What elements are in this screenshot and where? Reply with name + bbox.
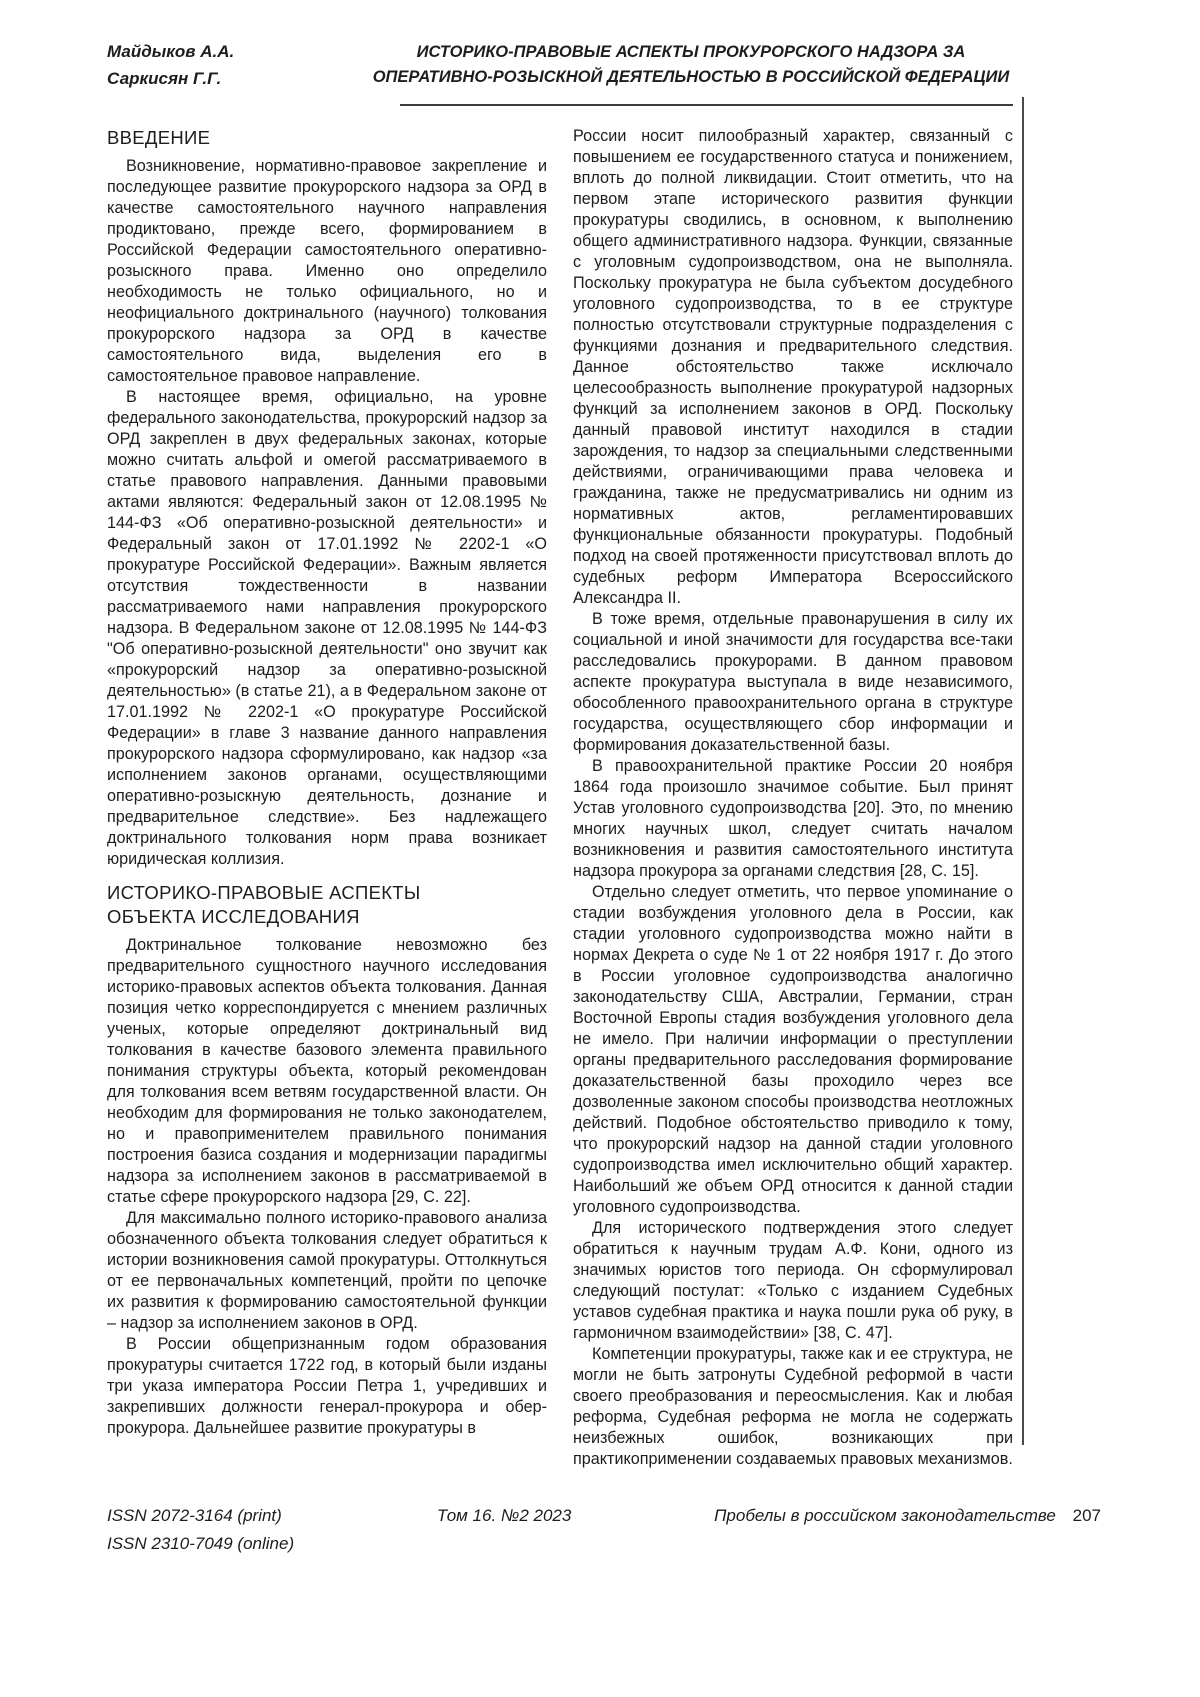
paragraph-continuation: России носит пилообразный характер, связанный с повышением ее государственного статуса и понижением, вплоть до полной ликвидации. Стоит отметить, что на первом этапе исторического развития функции прокуратуры сводились, в основном, к выполнению общего административного надзора. Функции, связанные с уголовным судопроизводством, она не выполняла. Поскольку прокуратура не была субъектом досудебного уголовного судопроизводства, то в ее структуре полностью отсутствовали структурные подразделения с функциями дознания и предварительного следствия. Данное обстоятельство также исключало целесообразность выполнение прокуратурой надзорных функций за исполнением законов в ОРД. Поскольку данный правовой институт находился в стадии зарождения, то надзор за специальными следственными действиями, ограничивающими права человека и гражданина, также не предусматривались ни одним из нормативных актов, регламентировавших функциональные обязанности прокуратуры. Подобный подход на своей протяженности присутствовал вплоть до судебных реформ Императора Всероссийского Александра II. [573, 127, 1013, 607]
paragraph: В настоящее время, официально, на уровне федерального законодательства, прокурорский надзор за ОРД закреплен в двух федеральных законах, которые можно считать альфой и омегой рассматриваемого в статье правового направления. Данными правовыми актами являются: Федеральный закон от 12.08.1995 № 144-ФЗ «Об оперативно-розыскной деятельности» и Федеральный закон от 17.01.1992 № 2202-1 «О прокуратуре Российской Федерации». Важным является отсутствия тождественности в названии рассматриваемого нами направления прокурорского надзора. В Федеральном законе от 12.08.1995 № 144-ФЗ "Об оперативно-розыскной деятельности" оно звучит как «прокурорский надзор за оперативно-розыскной деятельностью» (в статье 21), а в Федеральном законе от 17.01.1992 № 2202-1 «О прокуратуре Российской Федерации» в главе 3 название данного направления прокурорского надзора сформулировано, как надзор «за исполнением законов органами, осуществляющими оперативно-розыскную деятельность, дознание и предварительное следствие». Без надлежащего доктринального толкования норм права возникает юридическая коллизия. [107, 388, 547, 868]
paragraph: Для максимально полного историко-правового анализа обозначенного объекта толкования следует обратиться к истории возникновения самой прокуратуры. Оттолкнуться от ее первоначальных компетенций, пройти по цепочке их развития к формированию самостоятельной функции – надзор за исполнением законов в ОРД. [107, 1209, 547, 1332]
running-title-line: ОПЕРАТИВНО-РОЗЫСКНОЙ ДЕЯТЕЛЬНОСТЬЮ В РОССИЙСКОЙ ФЕДЕРАЦИИ [372, 68, 1010, 86]
journal-name: Пробелы в российском законодательстве [714, 1506, 1056, 1525]
page-footer [107, 1502, 1101, 1558]
running-title-line: ИСТОРИКО-ПРАВОВЫЕ АСПЕКТЫ ПРОКУРОРСКОГО НАДЗОРА ЗА [416, 43, 966, 61]
section-heading-line: ОБЪЕКТА ИССЛЕДОВАНИЯ [107, 906, 360, 927]
paragraph: Возникновение, нормативно-правовое закрепление и последующее развитие прокурорского надзора за ОРД в качестве самостоятельного научного направления продиктовано, прежде всего, формированием в Российской Федерации самостоятельного оперативно-розыскного права. Именно оно определило необходимость не только официального, но и неофициального доктринального (научного) толкования прокурорского надзора за ОРД в качестве самостоятельного вида, выделения его в самостоятельное правовое направление. [107, 157, 547, 385]
page-number: 207 [1072, 1506, 1101, 1525]
section-heading-line: ИСТОРИКО-ПРАВОВЫЕ АСПЕКТЫ [107, 882, 421, 903]
paragraph: Отдельно следует отметить, что первое упоминание о стадии возбуждения уголовного дела в России, как стадии уголовного судопроизводства можно найти в нормах Декрета о суде № 1 от 22 ноября 1917 г. До этого в России уголовное судопроизводства аналогично законодательству США, Австралии, Германии, стран Восточной Европы стадия возбуждения уголовного дела не имело. При наличии информации о преступлении органы предварительного расследования формирование доказательственной базы проходило через все дозволенные законом способы производства неотложных действий. Подобное обстоятельство приводило к тому, что прокурорский надзор на данной стадии уголовного судопроизводства имел исключительно общий характер. Наибольший же объем ОРД относится к данной стадии уголовного судопроизводства. [573, 883, 1013, 1216]
issn-online: ISSN 2310-7049 (online) [107, 1534, 295, 1553]
journal-name-block [714, 1502, 1101, 1530]
paragraph: Доктринальное толкование невозможно без предварительного сущностного научного исследования историко-правовых аспектов объекта толкования. Данная позиция четко корреспондируется с мнением различных ученых, которые определяют доктринальный вид толкования в качестве базового элемента правильного понимания структуры объекта, который рекомендован для толкования всем ветвям государственной власти. Он необходим для формирования не только законодателем, но и правоприменителем правильного понимания построения базиса создания и модернизации парадигмы надзора за исполнением законов в рассматриваемой в статье сфере прокурорского надзора [29, С. 22]. [107, 936, 547, 1206]
authors-block [107, 38, 234, 92]
page-right-border-line [1022, 97, 1024, 1445]
paragraph: В тоже время, отдельные правонарушения в силу их социальной и иной значимости для государства все-таки расследовались прокурорами. В данном правовом аспекте прокуратура выступала в виде независимого, обособленного правоохранительного органа в структуре государства, осуществляющего сбор информации и формирования доказательственной базы. [573, 610, 1013, 754]
header-divider-line [400, 104, 1013, 106]
running-title [368, 40, 1014, 90]
issn-print: ISSN 2072-3164 (print) [107, 1506, 282, 1525]
section-heading-introduction [107, 126, 547, 150]
article-body [107, 126, 1013, 1470]
paragraph: Для исторического подтверждения этого следует обратиться к научным трудам А.Ф. Кони, одного из значимых юристов того периода. Он сформулировал следующий постулат: «Только с изданием Судебных уставов судебная практика и наука пошли рука об руку, в гармоничном взаимодействии» [38, С. 47]. [573, 1219, 1013, 1342]
paragraph: В правоохранительной практике России 20 ноября 1864 года произошло значимое событие. Был принят Устав уголовного судопроизводства [20]. Это, по мнению многих научных школ, следует считать началом возникновения и развития самостоятельного института надзора прокурора за органами следствия [28, С. 15]. [573, 757, 1013, 880]
volume-issue: Том 16. №2 2023 [436, 1506, 572, 1525]
issn-block [107, 1502, 294, 1558]
right-column [573, 126, 1013, 1470]
section-heading-historical-aspects [107, 881, 547, 929]
author-name: Саркисян Г.Г. [107, 69, 222, 88]
left-column [107, 126, 547, 1470]
paragraph: Компетенции прокуратуры, также как и ее структура, не могли не быть затронуты Судебной реформой в части своего преобразования и переосмысления. Как и любая реформа, Судебная реформа не могла не содержать неизбежных ошибок, возникающих при практикоприменении создаваемых правовых механизмов. [573, 1345, 1013, 1468]
author-name: Майдыков А.А. [107, 42, 235, 61]
paragraph: В России общепризнанным годом образования прокуратуры считается 1722 год, в который были изданы три указа императора России Петра 1, учредивших и закрепивших должности генерал-прокурора и обер-прокурора. Дальнейшее развитие прокуратуры в [107, 1335, 547, 1437]
section-heading-line: ВВЕДЕНИЕ [107, 127, 211, 148]
